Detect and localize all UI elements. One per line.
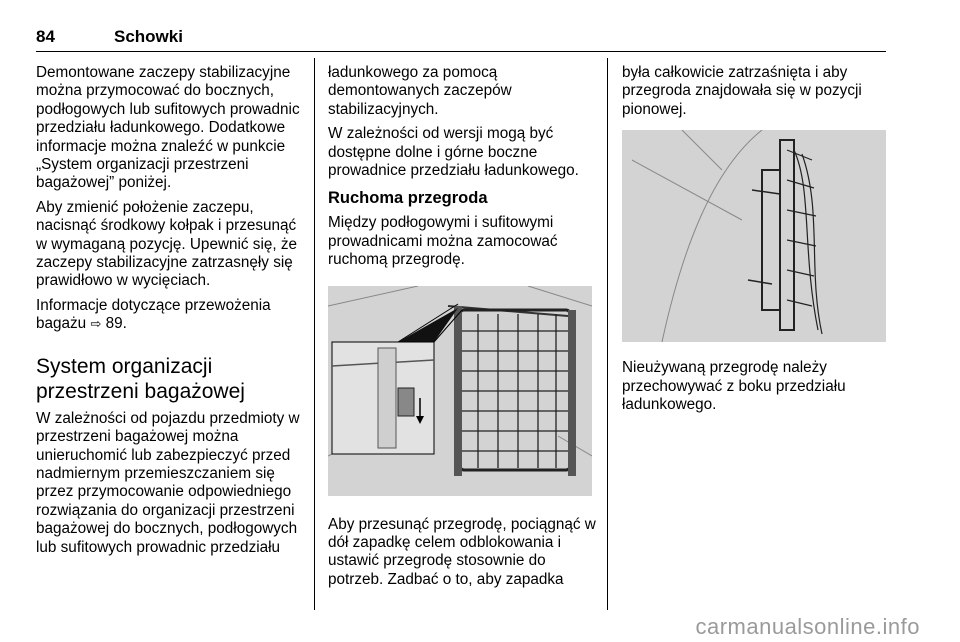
partition-illustration [328, 286, 592, 496]
paragraph: W zależności od wersji mogą być dostępne dolne i górne boczne prowadnice przedziału ładunkowego. [328, 125, 579, 180]
page-number: 84 [36, 27, 55, 46]
section-title: System organizacji przestrzeni bagażowej [36, 354, 245, 403]
column-divider [607, 58, 608, 610]
paragraph: ładunkowego za pomocą demontowanych zaczepów stabilizacyjnych. [328, 64, 512, 118]
cross-reference-page: 89. [105, 315, 127, 333]
paragraph: W zależności od pojazdu przedmioty w przestrzeni bagażowej można unieruchomić lub zabezpieczyć przed nadmiernym przemieszczaniem się przez przymocowanie odpowiedniego rozwiązania do organizacji przestrzeni bagażowej do bocznych, podłogowych lub sufitowych prowadnic przedziału [36, 409, 300, 556]
paragraph: Aby zmienić położenie zaczepu, nacisnąć środkowy kołpak i przesunąć w wymaganą pozycję. Upewnić się, że zaczepy stabilizacyjne zatrzasnęły się prawidłowo w wycięciach. [36, 198, 298, 290]
paragraph: była całkowicie zatrzaśnięta i aby przegroda znajdowała się w pozycji pionowej. [622, 64, 862, 118]
right-arrow-outline-icon: ⇨ [90, 316, 102, 332]
figure-caption: Nieużywaną przegrodę należy przechowywać z boku przedziału ładunkowego. [622, 359, 846, 414]
page-header [36, 27, 886, 52]
stored-partition-illustration [622, 130, 886, 342]
cross-reference-text: Informacje dotyczące przewożenia bagażu [36, 296, 271, 333]
subheading: Ruchoma przegroda [328, 189, 488, 208]
watermark: carmanualsonline.info [695, 614, 920, 639]
column-divider [314, 58, 315, 610]
cross-reference[interactable] [36, 297, 304, 334]
figure-caption: Aby przesunąć przegrodę, pociągnąć w dół zapadkę celem odblokowania i ustawić przegrodę stosownie do potrzeb. Zadbać o to, aby zapadka [328, 515, 596, 588]
chapter-title: Schowki [114, 27, 183, 46]
paragraph: Między podłogowymi i sufitowymi prowadnicami można zamocować ruchomą przegrodę. [328, 214, 558, 269]
paragraph: Demontowane zaczepy stabilizacyjne można przymocować do bocznych, podłogowych lub sufitowych prowadnic przedziału ładunkowego. Dodatkowe informacje można znaleźć w punkcie „System organizacji przestrzeni bagażowej” poniżej. [36, 64, 300, 192]
column-1 [36, 64, 304, 563]
